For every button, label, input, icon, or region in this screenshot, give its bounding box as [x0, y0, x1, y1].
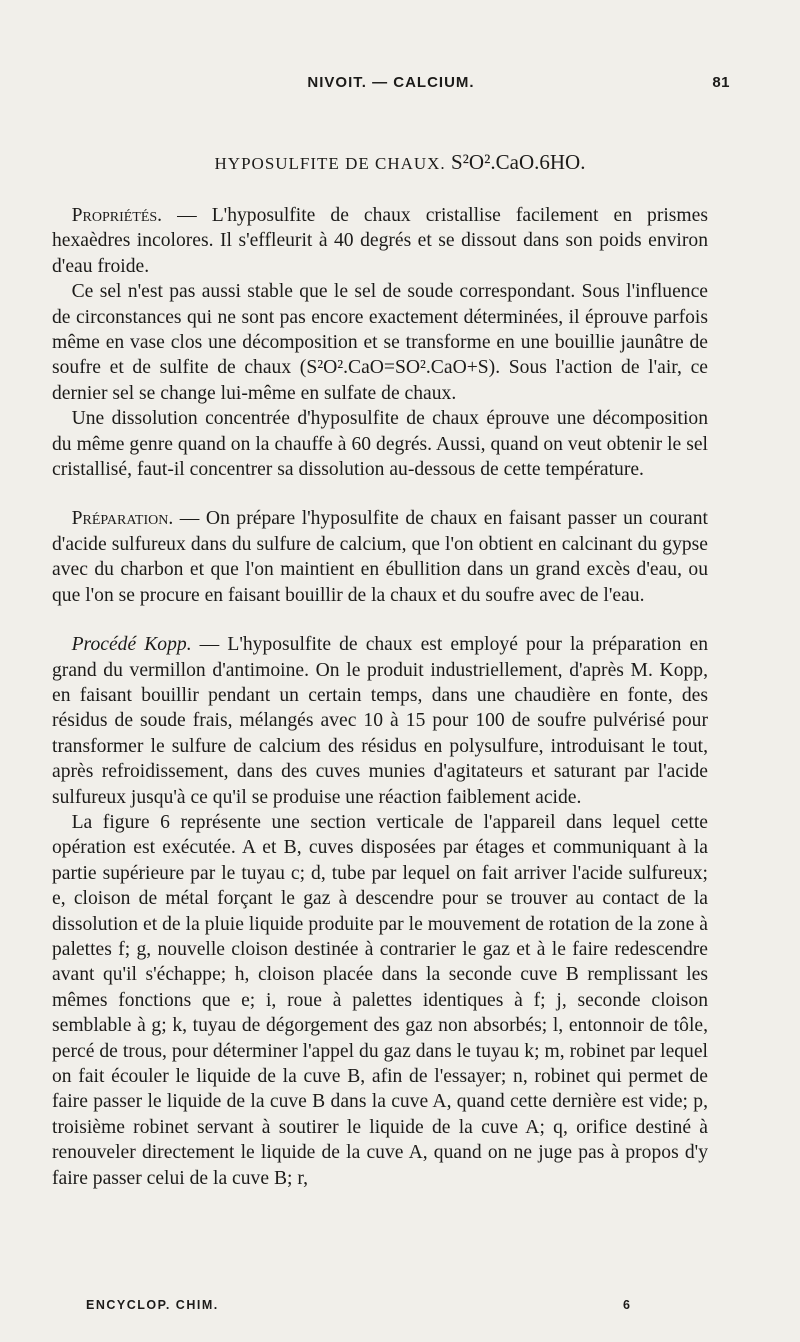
paragraph-label: Propriétés.: [71, 205, 163, 226]
page-footer: [86, 1298, 630, 1312]
paragraph-text: — L'hyposulfite de chaux est employé pour la préparation en grand du vermillon d'antimoine. On le produit industriellement, d'après M. Kopp, en faisant bouillir pendant un certain temps, dans une chaudière en fonte, des résidus de soude frais, mélangés avec 10 à 15 pour 100 de soufre pulvérisé pour transformer le sulfure de calcium des résidus en polysulfure, introduisant le tout, après refroidissement, dans des cuves munies d'agitateurs et saturant par l'acide sulfureux jusqu'à ce qu'il se produise une réaction faiblement acide.: [52, 634, 708, 808]
paragraph-dissolution: Une dissolution concentrée d'hyposulfite de chaux éprouve une décomposition du même genre quand on la chauffe à 60 degrés. Aussi, quand on veut obtenir le sel cristallisé, faut-il concentrer sa dissolution au-dessous de cette température.: [52, 408, 708, 481]
body-text: [52, 203, 708, 1191]
paragraph-figure-description: La figure 6 représente une section verticale de l'appareil dans lequel cette opération est exécutée. A et B, cuves disposées par étages et communiquant à la partie supérieure par le tuyau c; d, tube par lequel on fait arriver l'acide sulfureux; e, cloison de métal forçant le gaz à descendre pour se trouver au contact de la dissolution et de la pluie liquide produite par le mouvement de rotation de la zone à palettes f; g, nouvelle cloison destinée à contrarier le gaz et à le faire redescendre avant qu'il s'échappe; h, cloison placée dans la seconde cuve B remplissant les mêmes fonctions que e; i, roue à palettes identiques à f; j, seconde cloison semblable à g; k, tuyau de dégorgement des gaz non absorbés; l, entonnoir de tôle, percé de trous, pour déterminer l'appel du gaz dans le tuyau k; m, robinet par lequel on fait écouler le liquide de la cuve B, afin de l'essayer; n, robinet qui permet de faire passer le liquide de la cuve B dans la cuve A, quand cette dernière est vide; p, troisième robinet servant à soutirer le liquide de la cuve A; q, orifice destiné à renouveler directement le liquide de la cuve A, quand on ne juge pas à propos d'y faire passer celui de la cuve B; r,: [52, 811, 708, 1189]
paragraph-text: — On prépare l'hyposulfite de chaux en faisant passer un courant d'acide sulfureux dans du sulfure de calcium, que l'on obtient en calcinant du gypse avec du charbon et que l'on maintient en ébullition dans un grand excès d'eau, ou que l'on se procure en faisant bouillir de la chaux et du soufre avec de l'eau.: [52, 508, 708, 606]
footer-source: ENCYCLOP. CHIM.: [86, 1298, 219, 1312]
paragraph-preparation: [52, 506, 708, 608]
paragraph-procede-kopp: [52, 632, 708, 810]
paragraph-proprietes: [52, 203, 708, 279]
paragraph-label: Préparation.: [71, 508, 174, 530]
paragraph-text: — L'hyposulfite de chaux cristallise facilement en prismes hexaèdres incolores. Il s'effleurit à 40 degrés et se dissout dans son poids environ d'eau froide.: [52, 205, 708, 277]
running-head: NIVOIT. — CALCIUM.: [307, 74, 475, 91]
section-title: [0, 150, 800, 175]
paragraph-stabilite: Ce sel n'est pas aussi stable que le sel de soude correspondant. Sous l'influence de circonstances qui ne sont pas encore exactement déterminées, il éprouve parfois même en vase clos une décomposition et se transforme en une bouillie jaunâtre de soufre et de sulfite de chaux (S²O².CaO=SO².CaO+S). Sous l'action de l'air, ce dernier sel se change lui-même en sulfate de chaux.: [52, 281, 708, 404]
signature-mark: 6: [623, 1298, 630, 1312]
section-title-formula: S²O².CaO.6HO.: [450, 150, 586, 174]
section-title-text: HYPOSULFITE DE CHAUX.: [214, 154, 446, 173]
page-number: 81: [712, 74, 730, 91]
paragraph-label: Procédé Kopp.: [71, 634, 192, 656]
